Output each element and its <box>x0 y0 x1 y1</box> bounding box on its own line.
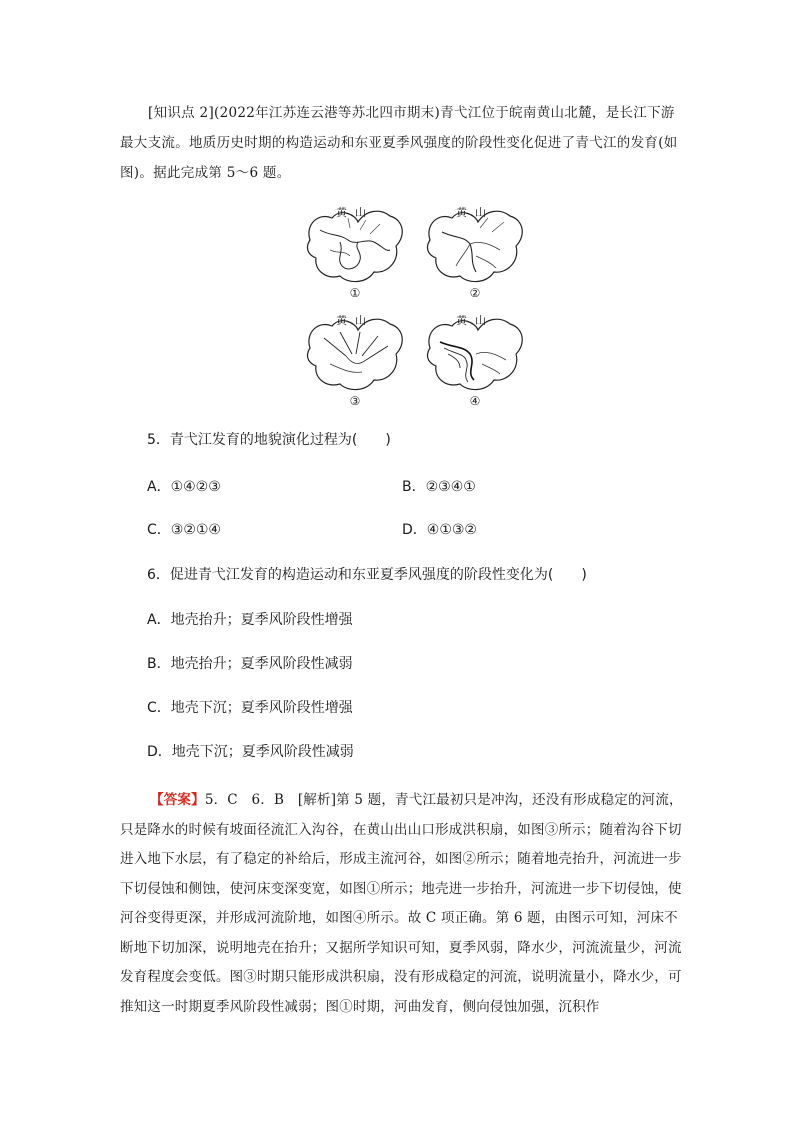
map-1 <box>300 200 410 300</box>
map-2-mountain-label: 黄山 <box>456 206 494 219</box>
q6-option-d: D．地壳下沉；夏季风阶段性减弱 <box>147 744 354 760</box>
map-1-mountain-label: 黄山 <box>336 206 374 219</box>
map-4 <box>420 308 530 408</box>
knowledge-point-intro: [知识点 2](2022年江苏连云港等苏北四市期末)青弋江位于皖南黄山北麓，是长江下游最大支流。地质历史时期的构造运动和东亚夏季风强度的阶段性变化促进了青弋江的发育(如图)。据此完成第 5～6 题。 <box>120 105 678 181</box>
map-2 <box>420 200 530 300</box>
map-2-number: ② <box>469 286 481 300</box>
q5-option-c: C．③②①④ <box>147 522 221 538</box>
answer-text: 5．C 6．B [解析]第 5 题，青弋江最初只是冲沟，还没有形成稳定的河流，只是降水的时候有坡面径流汇入沟谷，在黄山出山口形成洪积扇，如图③所示；随着沟谷下切进入地下水层，有了稳定的补给后，形成主流河谷，如图②所示；随着地壳抬升，河流进一步下切侵蚀和侧蚀，使河床变深变宽，如图①所示；地壳进一步抬升，河流进一步下切侵蚀，使河谷变得更深，并形成河流阶地，如图④所示。故 C 项正确。第 6 题，由图示可知，河床不断地下切加深，说明地壳在抬升；又据所学知识可知，夏季风弱，降水少，河流流量少，河流发育程度会变低。图③时期只能形成洪积扇，没有形成稳定的河流，说明流量小，降水少，可推知这一时期夏季风阶段性减弱；图①时期，河曲发育，侧向侵蚀加强，沉积作 <box>120 792 683 1015</box>
map-3-mountain-label: 黄山 <box>336 314 374 327</box>
q5-option-d: D．④①③② <box>402 522 477 538</box>
q5-option-b: B．②③④① <box>402 479 476 495</box>
q5-option-a: A．①④②③ <box>147 479 221 495</box>
map-1-number: ① <box>349 286 361 300</box>
map-4-mountain-label: 黄山 <box>456 314 494 327</box>
answer-tag: 【答案】 <box>150 792 205 808</box>
q6-option-b: B．地壳抬升；夏季风阶段性减弱 <box>147 656 353 672</box>
question-6-stem: 6．促进青弋江发育的构造运动和东亚夏季风强度的阶段性变化为( ) <box>147 567 587 583</box>
map-3 <box>300 308 410 408</box>
question-5-stem: 5．青弋江发育的地貌演化过程为( ) <box>147 432 391 448</box>
answer-explanation <box>120 786 684 1022</box>
q6-option-a: A．地壳抬升；夏季风阶段性增强 <box>147 612 353 628</box>
river-evolution-figure <box>300 200 530 412</box>
map-3-number: ③ <box>349 394 361 408</box>
map-4-number: ④ <box>469 394 481 408</box>
q6-option-c: C．地壳下沉；夏季风阶段性增强 <box>147 700 353 716</box>
